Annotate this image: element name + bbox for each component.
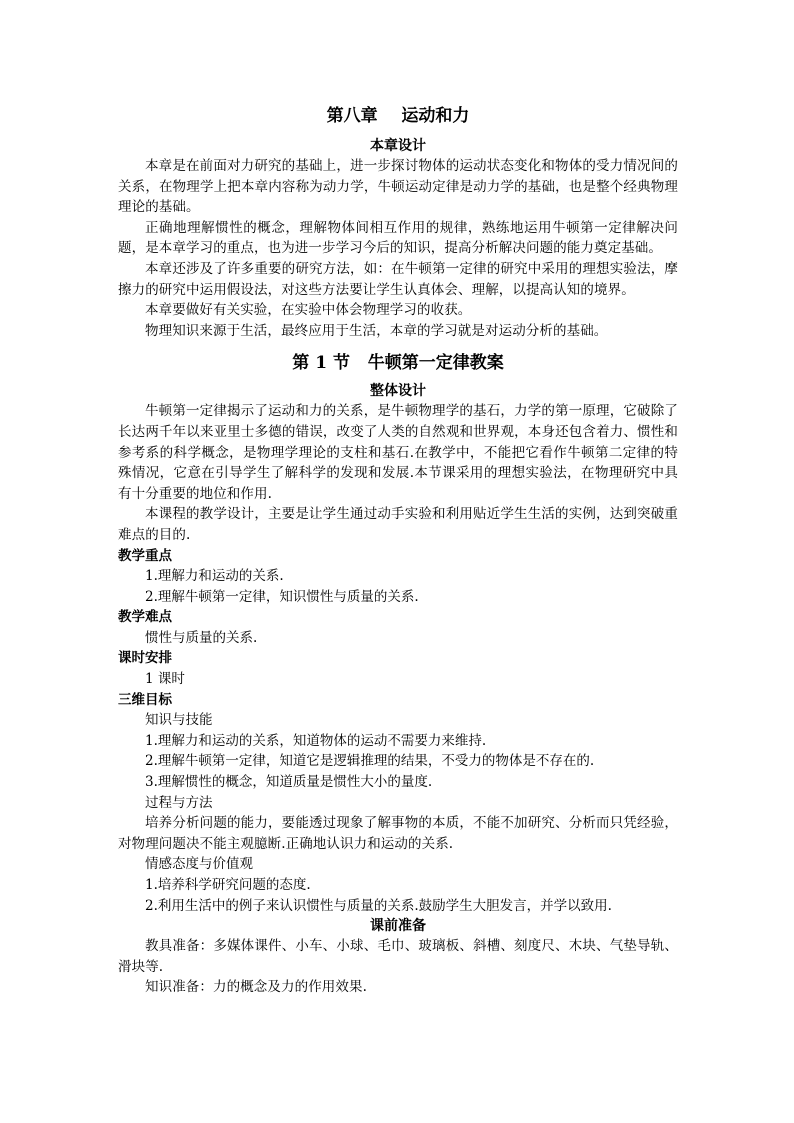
emotion-item: 1.培养科学研究问题的态度. [145,877,311,893]
chapter-paragraph: 本章还涉及了许多重要的研究方法，如：在牛顿第一定律的研究中采用的理想实验法，摩擦力的研究中运用假设法，对这些方法要让学生认真体会、理解，以提高认知的境界。 [118,260,678,298]
preparation-heading: 课前准备 [370,918,426,935]
section-title: 第 1 节 牛顿第一定律教案 [292,353,504,374]
overall-paragraph: 牛顿第一定律揭示了运动和力的关系，是牛顿物理学的基石，力学的第一原理，它破除了长达两千年以来亚里士多德的错误，改变了人类的自然观和世界观，本身还包含着力、惯性和参考系的科学概念，是物理学理论的支柱和基石.在教学中，不能把它看作牛顿第二定律的特殊情况，它意在引导学生了解科学的发现和发展.本节课采用的理想实验法，在物理研究中具有十分重要的地位和作用. [118,403,678,502]
key-point-item: 2.理解牛顿第一定律，知识惯性与质量的关系. [145,588,419,605]
knowledge-label: 知识与技能 [145,712,213,729]
knowledge-item: 1.理解力和运动的关系，知道物体的运动不需要力来维持. [145,732,487,749]
difficulty-item: 惯性与质量的关系. [145,629,258,646]
equipment-paragraph: 教具准备：多媒体课件、小车、小球、毛巾、玻璃板、斜槽、刻度尺、木块、气垫导轨、滑块等. [118,938,678,975]
objectives-label: 三维目标 [118,691,172,708]
emotion-label: 情感态度与价值观 [145,856,253,873]
difficulties-label: 教学难点 [118,609,172,626]
key-points-label: 教学重点 [118,547,172,564]
schedule-label: 课时安排 [118,650,172,667]
process-label: 过程与方法 [145,794,213,811]
process-paragraph: 培养分析问题的能力，要能透过现象了解事物的本质，不能不加研究、分析而只凭经验，对物理问题决不能主观臆断.正确地认识力和运动的关系. [118,815,678,852]
chapter-paragraph: 正确地理解惯性的概念，理解物体间相互作用的规律，熟练地运用牛顿第一定律解决问题，是本章学习的重点，也为进一步学习今后的知识，提高分析解决问题的能力奠定基础。 [118,219,678,257]
chapter-paragraph: 本章要做好有关实验，在实验中体会物理学习的收获。 [145,302,472,319]
emotion-item: 2.利用生活中的例子来认识惯性与质量的关系.鼓励学生大胆发言，并学以致用. [145,897,612,914]
chapter-design-heading: 本章设计 [370,138,426,154]
knowledge-prep-paragraph: 知识准备：力的概念及力的作用效果. [145,979,367,996]
knowledge-item: 3.理解惯性的概念，知道质量是惯性大小的量度. [145,774,433,791]
schedule-item: 1 课时 [145,671,185,688]
chapter-title: 第八章 运动和力 [326,106,470,126]
overall-paragraph: 本课程的教学设计，主要是让学生通过动手实验和利用贴近学生生活的实例，达到突破重难点的目的. [118,506,678,543]
chapter-paragraph: 物理知识来源于生活，最终应用于生活，本章的学习就是对运动分析的基础。 [145,322,608,339]
knowledge-item: 2.理解牛顿第一定律，知道它是逻辑推理的结果，不受力的物体是不存在的. [145,753,595,770]
overall-design-heading: 整体设计 [370,383,426,400]
chapter-paragraph: 本章是在前面对力研究的基础上，进一步探讨物体的运动状态变化和物体的受力情况间的关系，在物理学上把本章内容称为动力学，牛顿运动定律是动力学的基础，也是整个经典物理理论的基础。 [118,158,678,216]
key-point-item: 1.理解力和运动的关系. [145,568,284,585]
